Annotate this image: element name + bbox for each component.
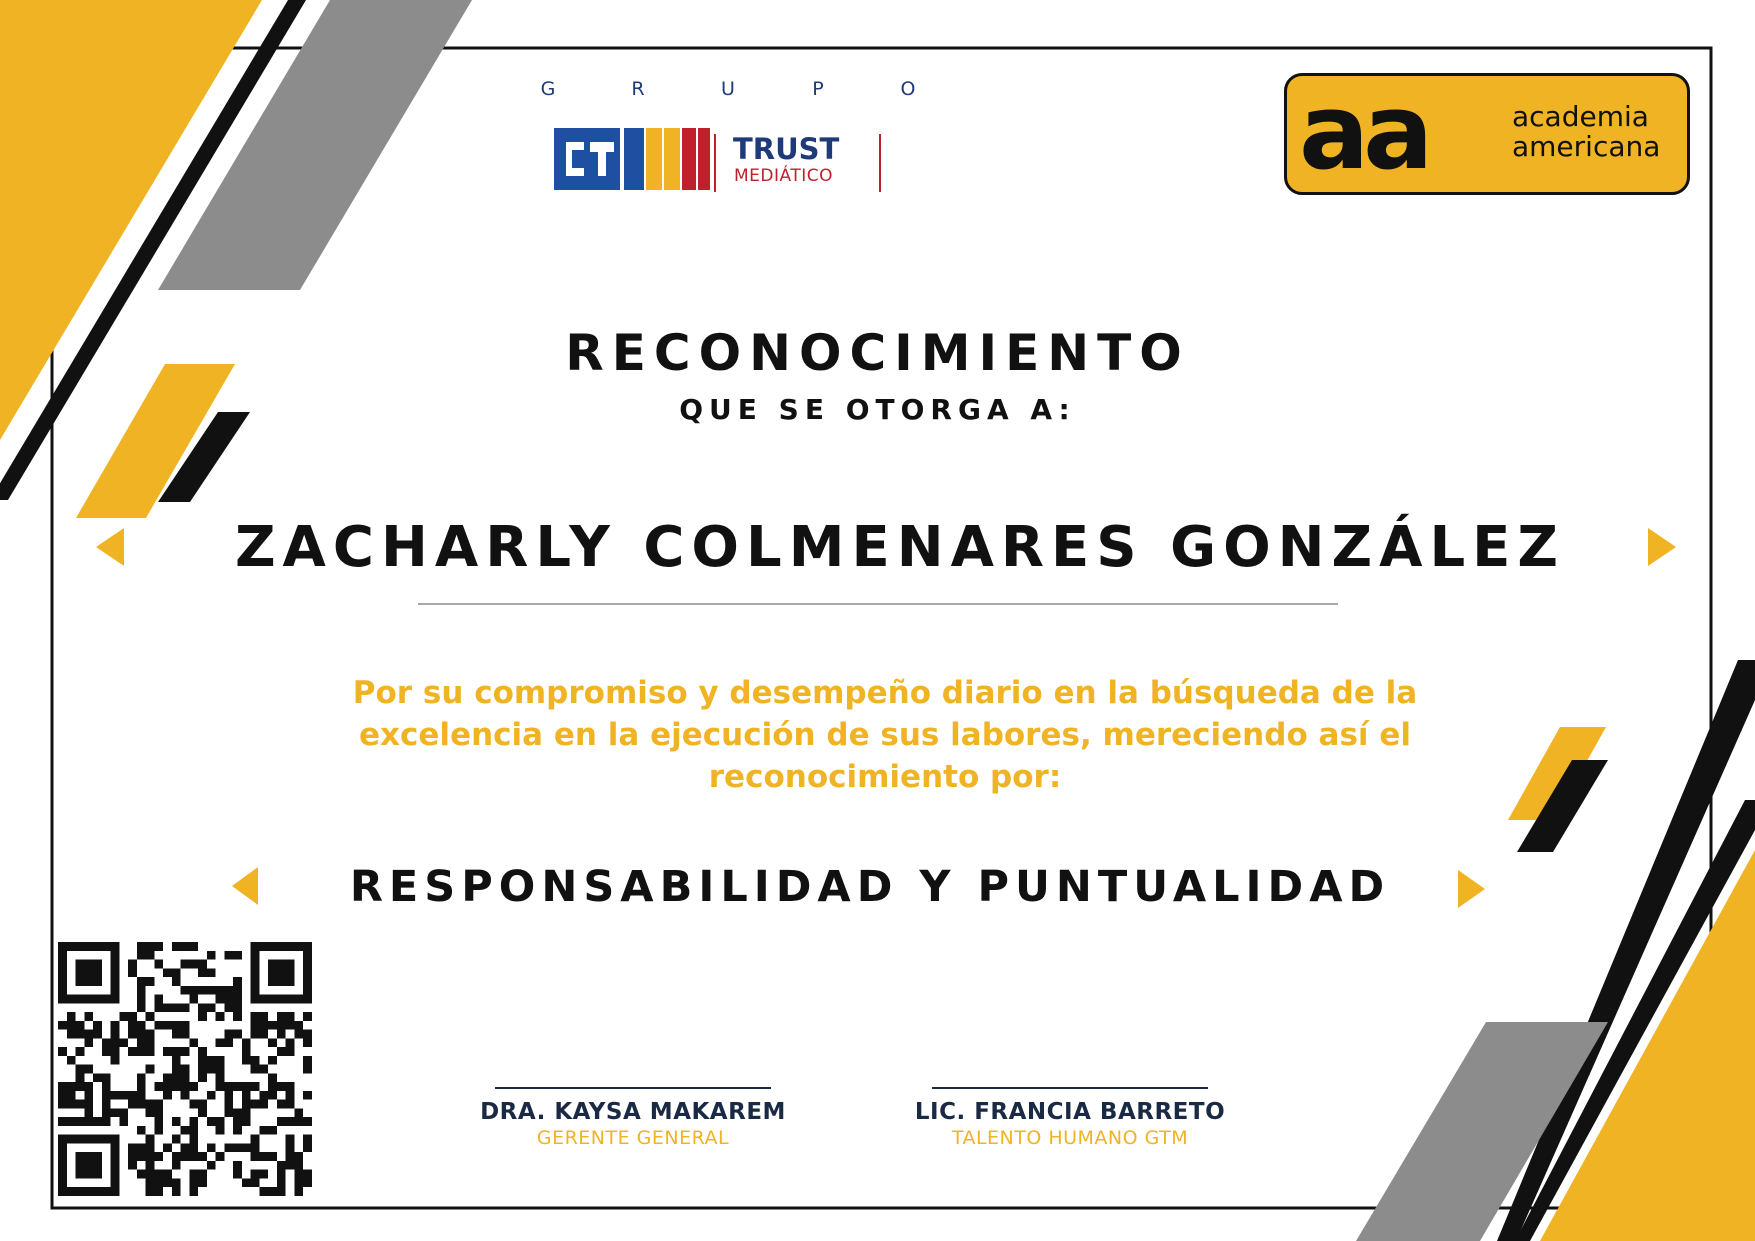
recipient-name: ZACHARLY COLMENARES GONZÁLEZ: [234, 515, 1566, 580]
signature-line: [932, 1087, 1208, 1089]
gtm-divider-right: [879, 134, 881, 192]
gtm-divider: [714, 134, 716, 192]
aa-line2: americana: [1512, 130, 1661, 163]
signature-block-1: [443, 1087, 823, 1149]
gtm-mark-icon: [554, 128, 724, 190]
aa-mark: aa: [1299, 71, 1428, 193]
signatory-name: DRA. KAYSA MAKAREM: [480, 1099, 786, 1125]
aa-wordmark: [1512, 102, 1660, 162]
distinction-text: RESPONSABILIDAD Y PUNTUALIDAD: [349, 862, 1391, 912]
recipient-underline: [418, 603, 1338, 605]
academia-americana-logo: [1284, 73, 1690, 195]
signature-block-2: [880, 1087, 1260, 1149]
qr-code-icon: [58, 942, 312, 1196]
aa-line1: academia: [1512, 100, 1649, 133]
citation-text: Por su compromiso y desempeño diario en la búsqueda de la excelencia en la ejecución de sus labores, mereciendo así el reconocimiento por:: [352, 675, 1418, 795]
signatory-name: LIC. FRANCIA BARRETO: [914, 1099, 1226, 1125]
certificate-subtitle: QUE SE OTORGA A:: [679, 393, 1076, 426]
trust-label: TRUST: [733, 132, 840, 166]
signatory-role: TALENTO HUMANO GTM: [951, 1127, 1189, 1149]
certificate-title: RECONOCIMIENTO: [565, 324, 1190, 382]
grupo-label: G R U P O: [540, 78, 916, 100]
signature-line: [495, 1087, 771, 1089]
signatory-role: GERENTE GENERAL: [536, 1127, 730, 1149]
mediatico-label: MEDIÁTICO: [734, 166, 833, 186]
gtm-logo: [540, 72, 920, 202]
